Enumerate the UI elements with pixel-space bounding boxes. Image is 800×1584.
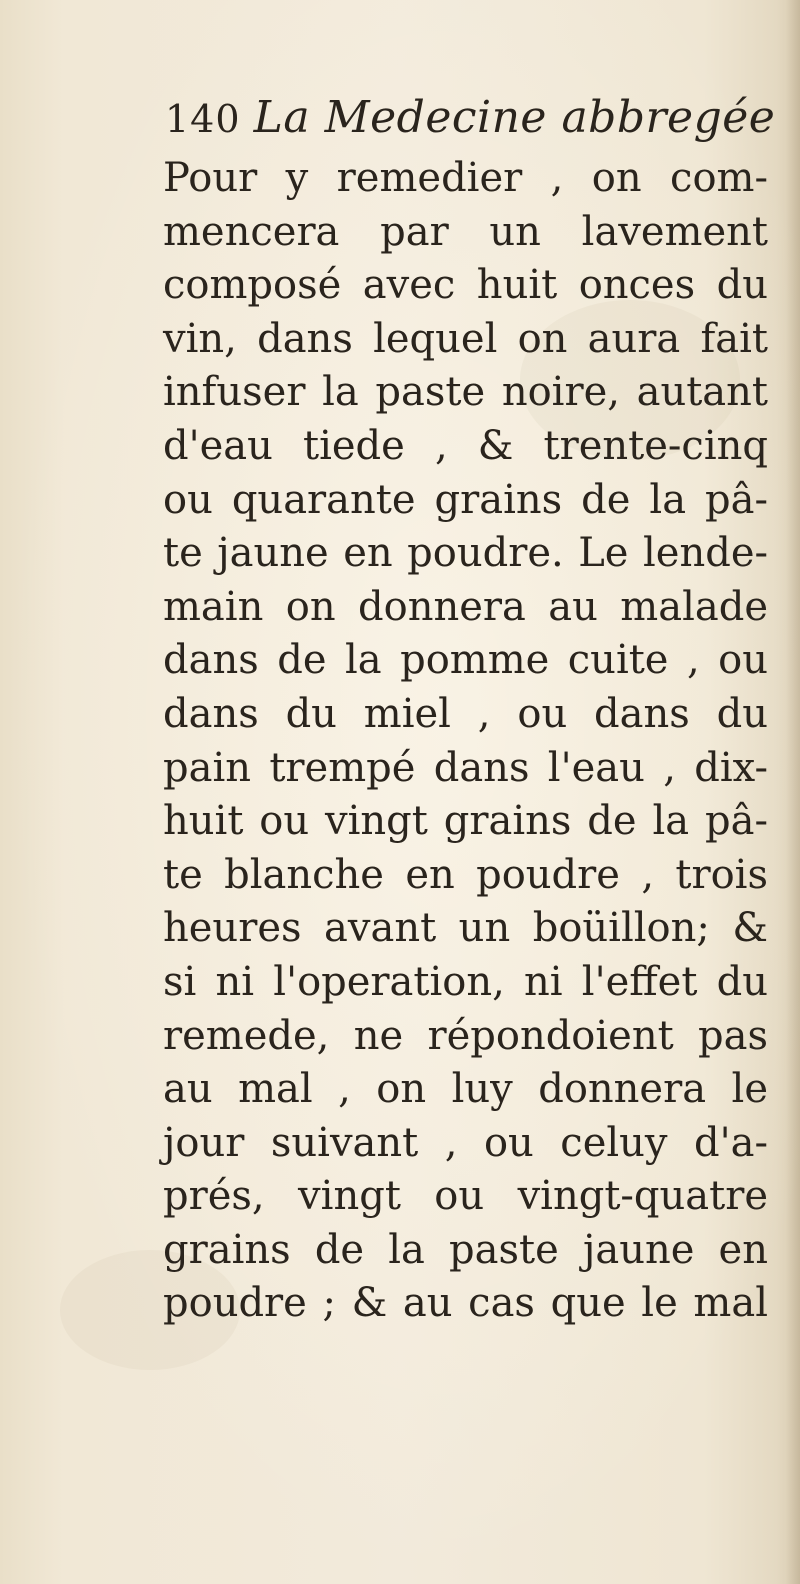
text-line: te jaune en poudre. Le lende- [163, 530, 768, 577]
text-line: te blanche en poudre , trois [163, 851, 768, 898]
text-line: d'eau tiede , & trente-cinq [163, 422, 768, 469]
text-line: au mal , on luy donnera le [163, 1066, 768, 1113]
body-text [163, 152, 768, 1331]
text-line: prés, vingt ou vingt-quatre [163, 1173, 768, 1220]
text-line: pain trempé dans l'eau , dix- [163, 744, 768, 791]
text-line: heures avant un boüillon; & [163, 905, 768, 952]
text-line: si ni l'operation, ni l'effet du [163, 958, 768, 1005]
page-edge-shadow [786, 0, 800, 1584]
text-line: huit ou vingt grains de la pâ- [163, 798, 768, 845]
running-title: La Medecine abbregée [253, 92, 776, 143]
text-line: jour suivant , ou celuy d'a- [163, 1119, 768, 1166]
text-line: dans du miel , ou dans du [163, 690, 768, 737]
text-line: composé avec huit onces du [163, 262, 768, 309]
text-line: poudre ; & au cas que le mal [163, 1280, 768, 1327]
text-line: remede, ne répondoient pas [163, 1012, 768, 1059]
text-line: grains de la paste jaune en [163, 1226, 768, 1273]
text-line: main on donnera au malade [163, 583, 768, 630]
text-line: Pour y remedier , on com- [163, 155, 768, 201]
page-number: 140 [165, 97, 241, 141]
text-line: ou quarante grains de la pâ- [163, 476, 768, 523]
page-header [165, 92, 776, 152]
text-line: mencera par un lavement [163, 208, 768, 255]
text-line: vin, dans lequel on aura fait [163, 315, 768, 362]
text-line: dans de la pomme cuite , ou [163, 637, 768, 684]
text-line: infuser la paste noire, autant [163, 369, 768, 416]
